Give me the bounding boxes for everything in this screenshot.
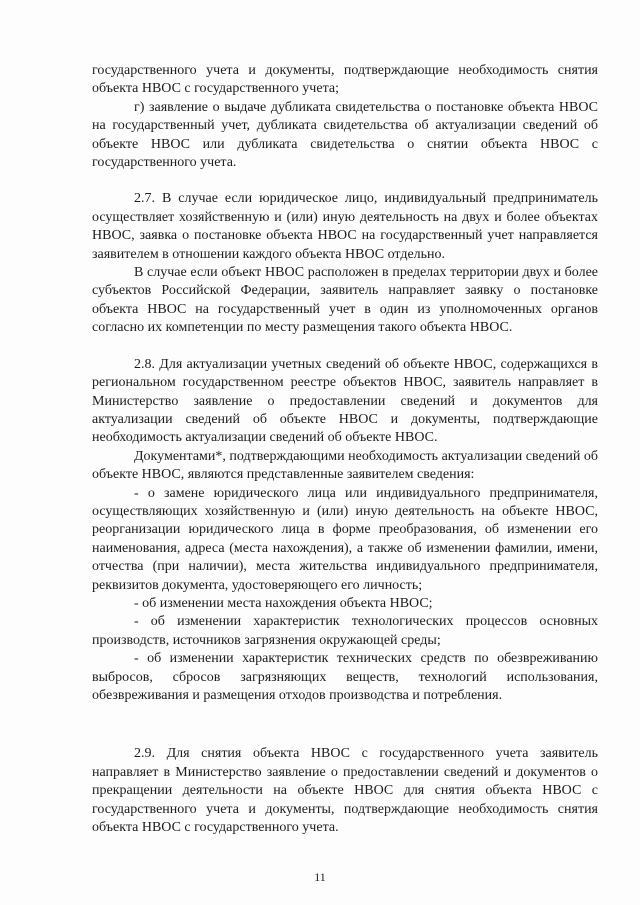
list-item-equipment-change: - об изменении характеристик технических средств по обезвреживанию выбросов, сбросов загрязняющих веществ, технологий использования, обезвреживания и размещения отходов производства и потребления. [92, 651, 598, 703]
paragraph-2-9: 2.9. Для снятия объекта НВОС с государственного учета заявитель направляет в Министерство заявление о предоставлении сведений и документов о прекращении деятельности на объекте НВОС для снятия объекта НВОС с государственного учета и документы, подтверждающие необходимость снятия объекта НВОС с государственного учета. [92, 746, 598, 836]
paragraph-gap [92, 705, 598, 745]
paragraph-item-g: г) заявление о выдаче дубликата свидетельства о постановке объекта НВОС на государственный учет, дубликата свидетельства об актуализации сведений об объекте НВОС или дубликата свидетельства о снятии объекта НВОС с государственного учета. [92, 99, 598, 171]
paragraph-2-7: 2.7. В случае если юридическое лицо, индивидуальный предприниматель осуществляет хозяйственную и (или) иную деятельность на двух и более объектах НВОС, заявка о постановке объекта НВОС на государственный учет направляется заявителем в отношении каждого объекта НВОС отдельно. [92, 191, 598, 262]
list-item-location-change: - об изменении места нахождения объекта НВОС; [134, 595, 433, 611]
list-item-process-change: - об изменении характеристик технологических процессов основных производств, источников загрязнения окружающей среды; [92, 614, 598, 648]
paragraph-2-8-documents: Документами*, подтверждающими необходимость актуализации сведений об объекте НВОС, являются представленные заявителем сведения: [92, 448, 598, 483]
paragraph-2-7-second: В случае если объект НВОС расположен в пределах территории двух и более субъектов Российской Федерации, заявитель направляет заявку о постановке объекта НВОС на государственный учет в один из уполномоченных органов согласно их компетенции по месту размещения такого объекта НВОС. [92, 265, 598, 336]
paragraph-gap [92, 338, 598, 356]
paragraph-2-8: 2.8. Для актуализации учетных сведений об объекте НВОС, содержащихся в региональном государственном реестре объектов НВОС, заявитель направляет в Министерство заявление о предоставлении сведений и документов для актуализации сведений об объекте НВОС и документы, подтверждающие необходимость актуализации сведений об объекте НВОС. [92, 356, 598, 446]
paragraph-gap [92, 172, 598, 190]
list-item-replacement: - о замене юридического лица или индивидуального предпринимателя, осуществляющих хозяйственную и (или) иную деятельность на объекте НВОС, реорганизации юридического лица в форме преобразования, об изменении его наименования, адреса (места нахождения), а также об изменении фамилии, имени, отчества (при наличии), места жительства индивидуального предпринимателя, реквизитов документа, удостоверяющего его личность; [92, 485, 598, 593]
document-body [92, 62, 598, 837]
paragraph-intro-continuation: государственного учета и документы, подтверждающие необходимость снятия объекта НВОС с государственного учета; [92, 63, 598, 97]
page-number: 11 [314, 870, 326, 884]
